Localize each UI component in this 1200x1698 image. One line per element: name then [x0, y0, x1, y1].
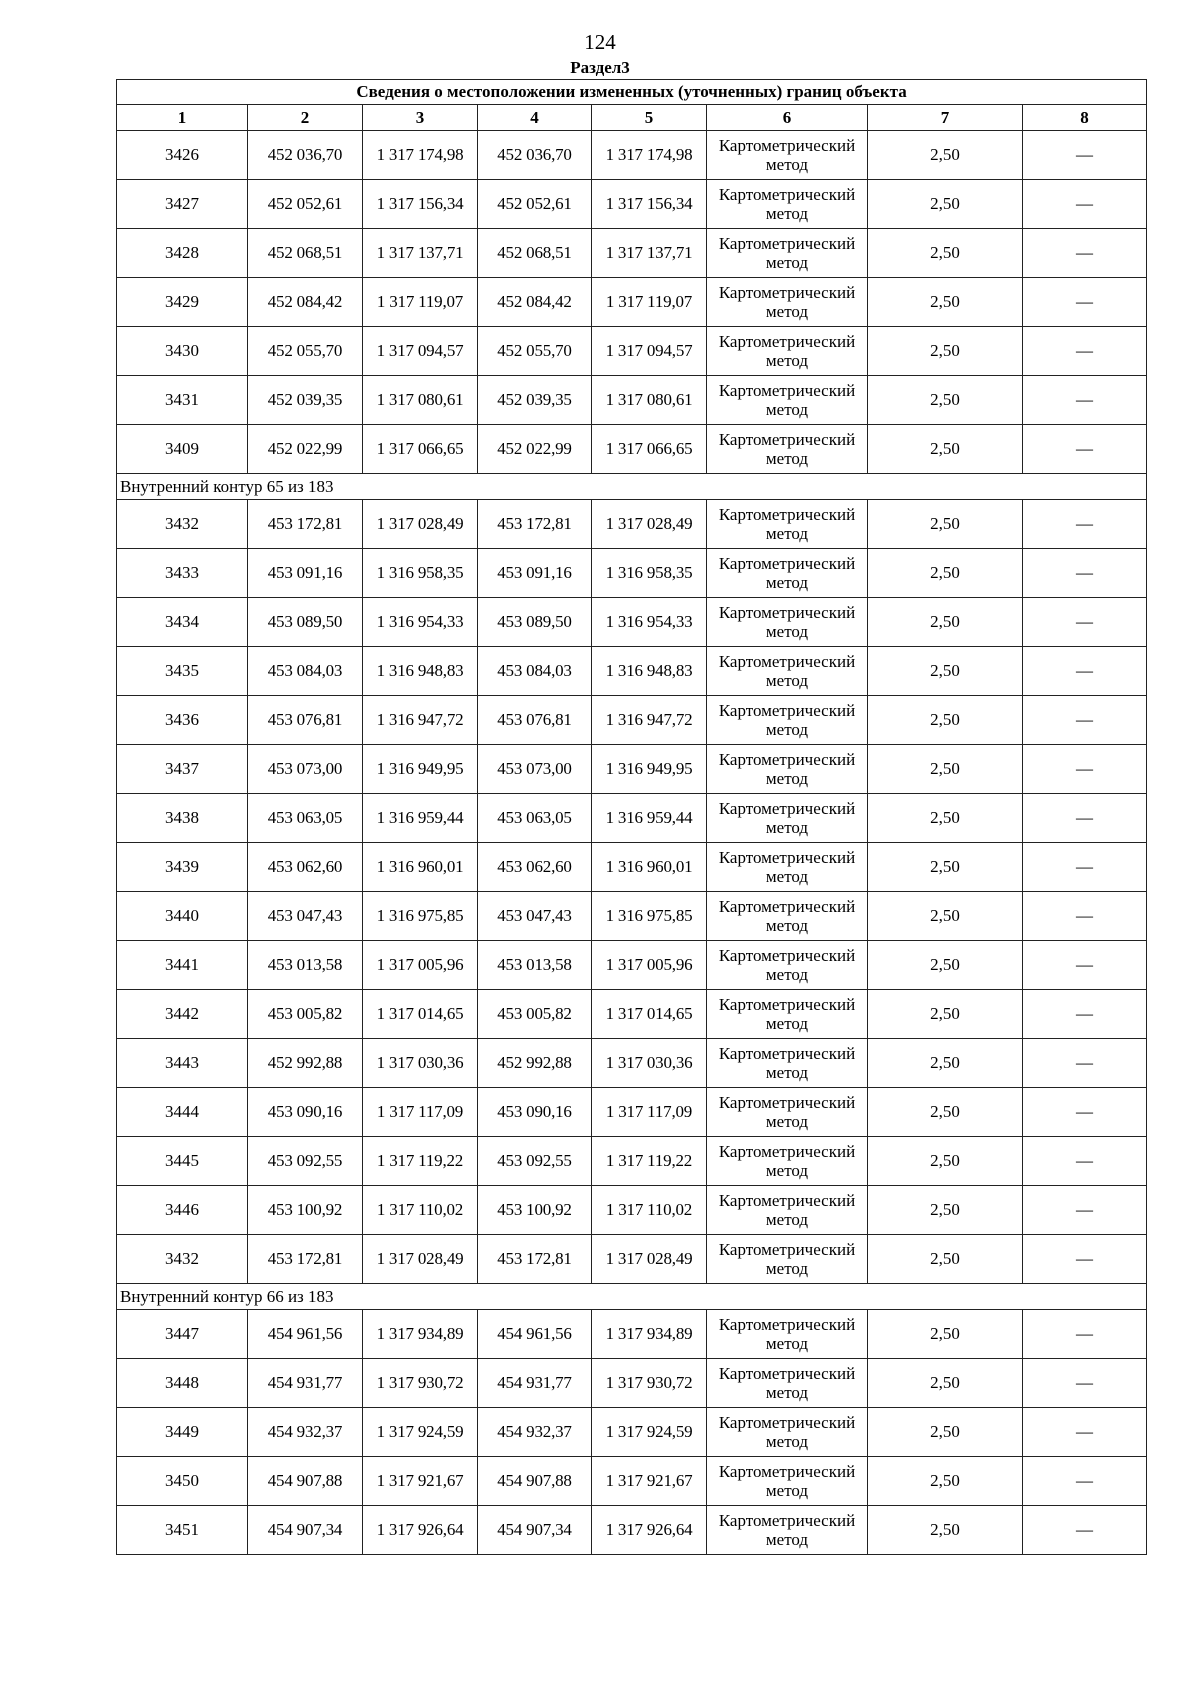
- accuracy-cell: 2,50: [868, 598, 1023, 647]
- method-cell: Картометрический метод: [707, 990, 868, 1039]
- new-x-cell: 453 073,00: [478, 745, 592, 794]
- new-x-cell: 453 092,55: [478, 1137, 592, 1186]
- new-x-cell: 453 063,05: [478, 794, 592, 843]
- existing-y-cell: 1 316 958,35: [363, 549, 478, 598]
- existing-x-cell: 452 022,99: [248, 425, 363, 474]
- note-cell: —: [1023, 1457, 1147, 1506]
- contour-header-row: [117, 474, 1147, 500]
- existing-y-cell: 1 317 094,57: [363, 327, 478, 376]
- existing-y-cell: 1 316 960,01: [363, 843, 478, 892]
- point-number-cell: 3445: [117, 1137, 248, 1186]
- existing-y-cell: 1 317 014,65: [363, 990, 478, 1039]
- accuracy-cell: 2,50: [868, 1137, 1023, 1186]
- note-cell: —: [1023, 425, 1147, 474]
- method-cell: Картометрический метод: [707, 1408, 868, 1457]
- existing-x-cell: 452 036,70: [248, 131, 363, 180]
- point-number-cell: 3437: [117, 745, 248, 794]
- accuracy-cell: 2,50: [868, 843, 1023, 892]
- column-number: 2: [248, 105, 363, 131]
- existing-x-cell: 453 172,81: [248, 1235, 363, 1284]
- accuracy-cell: 2,50: [868, 1039, 1023, 1088]
- new-x-cell: 453 100,92: [478, 1186, 592, 1235]
- new-y-cell: 1 317 926,64: [592, 1506, 707, 1555]
- method-cell: Картометрический метод: [707, 745, 868, 794]
- new-x-cell: 453 062,60: [478, 843, 592, 892]
- new-y-cell: 1 317 117,09: [592, 1088, 707, 1137]
- new-x-cell: 453 076,81: [478, 696, 592, 745]
- contour-label: Внутренний контур 66 из 183: [117, 1284, 1147, 1310]
- point-number-cell: 3427: [117, 180, 248, 229]
- existing-y-cell: 1 317 110,02: [363, 1186, 478, 1235]
- point-number-cell: 3429: [117, 278, 248, 327]
- note-cell: —: [1023, 1039, 1147, 1088]
- table-row: [117, 1506, 1147, 1555]
- column-number: 8: [1023, 105, 1147, 131]
- existing-x-cell: 453 047,43: [248, 892, 363, 941]
- note-cell: —: [1023, 1359, 1147, 1408]
- method-cell: Картометрический метод: [707, 229, 868, 278]
- new-x-cell: 453 090,16: [478, 1088, 592, 1137]
- point-number-cell: 3441: [117, 941, 248, 990]
- accuracy-cell: 2,50: [868, 180, 1023, 229]
- note-cell: —: [1023, 696, 1147, 745]
- method-cell: Картометрический метод: [707, 941, 868, 990]
- new-y-cell: 1 317 137,71: [592, 229, 707, 278]
- accuracy-cell: 2,50: [868, 1359, 1023, 1408]
- column-number-row: [117, 105, 1147, 131]
- method-cell: Картометрический метод: [707, 500, 868, 549]
- accuracy-cell: 2,50: [868, 941, 1023, 990]
- existing-y-cell: 1 317 030,36: [363, 1039, 478, 1088]
- new-y-cell: 1 316 959,44: [592, 794, 707, 843]
- accuracy-cell: 2,50: [868, 549, 1023, 598]
- table-row: [117, 598, 1147, 647]
- note-cell: —: [1023, 180, 1147, 229]
- column-number: 5: [592, 105, 707, 131]
- existing-y-cell: 1 317 921,67: [363, 1457, 478, 1506]
- note-cell: —: [1023, 1235, 1147, 1284]
- table-row: [117, 1186, 1147, 1235]
- existing-y-cell: 1 317 080,61: [363, 376, 478, 425]
- accuracy-cell: 2,50: [868, 1408, 1023, 1457]
- table-row: [117, 1235, 1147, 1284]
- new-x-cell: 454 961,56: [478, 1310, 592, 1359]
- existing-x-cell: 454 907,88: [248, 1457, 363, 1506]
- point-number-cell: 3432: [117, 500, 248, 549]
- note-cell: —: [1023, 229, 1147, 278]
- new-y-cell: 1 317 094,57: [592, 327, 707, 376]
- existing-x-cell: 453 100,92: [248, 1186, 363, 1235]
- point-number-cell: 3439: [117, 843, 248, 892]
- existing-y-cell: 1 317 119,07: [363, 278, 478, 327]
- table-row: [117, 500, 1147, 549]
- point-number-cell: 3434: [117, 598, 248, 647]
- existing-x-cell: 453 172,81: [248, 500, 363, 549]
- note-cell: —: [1023, 598, 1147, 647]
- note-cell: —: [1023, 794, 1147, 843]
- page-number: 124: [584, 30, 616, 54]
- method-cell: Картометрический метод: [707, 1186, 868, 1235]
- new-y-cell: 1 317 005,96: [592, 941, 707, 990]
- table-row: [117, 327, 1147, 376]
- point-number-cell: 3432: [117, 1235, 248, 1284]
- column-number: 3: [363, 105, 478, 131]
- note-cell: —: [1023, 549, 1147, 598]
- accuracy-cell: 2,50: [868, 500, 1023, 549]
- method-cell: Картометрический метод: [707, 647, 868, 696]
- table-row: [117, 425, 1147, 474]
- method-cell: Картометрический метод: [707, 696, 868, 745]
- existing-y-cell: 1 316 959,44: [363, 794, 478, 843]
- accuracy-cell: 2,50: [868, 229, 1023, 278]
- existing-y-cell: 1 317 930,72: [363, 1359, 478, 1408]
- note-cell: —: [1023, 1088, 1147, 1137]
- column-number: 6: [707, 105, 868, 131]
- note-cell: —: [1023, 376, 1147, 425]
- accuracy-cell: 2,50: [868, 647, 1023, 696]
- existing-x-cell: 453 076,81: [248, 696, 363, 745]
- method-cell: Картометрический метод: [707, 327, 868, 376]
- contour-header-row: [117, 1284, 1147, 1310]
- accuracy-cell: 2,50: [868, 425, 1023, 474]
- existing-y-cell: 1 317 117,09: [363, 1088, 478, 1137]
- accuracy-cell: 2,50: [868, 794, 1023, 843]
- table-row: [117, 745, 1147, 794]
- accuracy-cell: 2,50: [868, 990, 1023, 1039]
- existing-y-cell: 1 317 066,65: [363, 425, 478, 474]
- new-y-cell: 1 317 028,49: [592, 1235, 707, 1284]
- method-cell: Картометрический метод: [707, 1506, 868, 1555]
- table-row: [117, 1137, 1147, 1186]
- table-caption: Сведения о местоположении измененных (уточненных) границ объекта: [117, 80, 1147, 105]
- existing-x-cell: 452 992,88: [248, 1039, 363, 1088]
- accuracy-cell: 2,50: [868, 696, 1023, 745]
- existing-x-cell: 453 062,60: [248, 843, 363, 892]
- note-cell: —: [1023, 843, 1147, 892]
- accuracy-cell: 2,50: [868, 1310, 1023, 1359]
- point-number-cell: 3438: [117, 794, 248, 843]
- note-cell: —: [1023, 1506, 1147, 1555]
- new-y-cell: 1 316 954,33: [592, 598, 707, 647]
- note-cell: —: [1023, 941, 1147, 990]
- new-x-cell: 453 013,58: [478, 941, 592, 990]
- table-row: [117, 1310, 1147, 1359]
- new-y-cell: 1 317 119,07: [592, 278, 707, 327]
- point-number-cell: 3431: [117, 376, 248, 425]
- existing-y-cell: 1 317 028,49: [363, 500, 478, 549]
- new-y-cell: 1 317 028,49: [592, 500, 707, 549]
- method-cell: Картометрический метод: [707, 1088, 868, 1137]
- coordinates-table: [116, 79, 1147, 1555]
- new-x-cell: 454 907,34: [478, 1506, 592, 1555]
- method-cell: Картометрический метод: [707, 794, 868, 843]
- note-cell: —: [1023, 1408, 1147, 1457]
- table-row: [117, 180, 1147, 229]
- new-y-cell: 1 317 080,61: [592, 376, 707, 425]
- point-number-cell: 3430: [117, 327, 248, 376]
- accuracy-cell: 2,50: [868, 1186, 1023, 1235]
- new-y-cell: 1 316 975,85: [592, 892, 707, 941]
- existing-x-cell: 453 063,05: [248, 794, 363, 843]
- note-cell: —: [1023, 892, 1147, 941]
- existing-x-cell: 453 005,82: [248, 990, 363, 1039]
- method-cell: Картометрический метод: [707, 598, 868, 647]
- new-x-cell: 454 931,77: [478, 1359, 592, 1408]
- new-x-cell: 454 932,37: [478, 1408, 592, 1457]
- point-number-cell: 3451: [117, 1506, 248, 1555]
- existing-x-cell: 454 907,34: [248, 1506, 363, 1555]
- point-number-cell: 3450: [117, 1457, 248, 1506]
- method-cell: Картометрический метод: [707, 1457, 868, 1506]
- accuracy-cell: 2,50: [868, 892, 1023, 941]
- new-y-cell: 1 317 930,72: [592, 1359, 707, 1408]
- accuracy-cell: 2,50: [868, 1506, 1023, 1555]
- method-cell: Картометрический метод: [707, 843, 868, 892]
- existing-x-cell: 452 055,70: [248, 327, 363, 376]
- existing-y-cell: 1 317 137,71: [363, 229, 478, 278]
- existing-x-cell: 453 090,16: [248, 1088, 363, 1137]
- new-x-cell: 453 172,81: [478, 1235, 592, 1284]
- note-cell: —: [1023, 278, 1147, 327]
- point-number-cell: 3409: [117, 425, 248, 474]
- new-y-cell: 1 316 960,01: [592, 843, 707, 892]
- method-cell: Картометрический метод: [707, 278, 868, 327]
- accuracy-cell: 2,50: [868, 1088, 1023, 1137]
- existing-y-cell: 1 317 028,49: [363, 1235, 478, 1284]
- new-x-cell: 452 022,99: [478, 425, 592, 474]
- note-cell: —: [1023, 1186, 1147, 1235]
- point-number-cell: 3442: [117, 990, 248, 1039]
- new-y-cell: 1 317 156,34: [592, 180, 707, 229]
- existing-y-cell: 1 316 975,85: [363, 892, 478, 941]
- new-x-cell: 452 039,35: [478, 376, 592, 425]
- table-row: [117, 229, 1147, 278]
- existing-y-cell: 1 317 926,64: [363, 1506, 478, 1555]
- method-cell: Картометрический метод: [707, 549, 868, 598]
- new-x-cell: 452 084,42: [478, 278, 592, 327]
- new-x-cell: 453 091,16: [478, 549, 592, 598]
- column-number: 7: [868, 105, 1023, 131]
- point-number-cell: 3444: [117, 1088, 248, 1137]
- note-cell: —: [1023, 1310, 1147, 1359]
- table-row: [117, 892, 1147, 941]
- existing-x-cell: 453 073,00: [248, 745, 363, 794]
- column-number: 1: [117, 105, 248, 131]
- existing-y-cell: 1 317 924,59: [363, 1408, 478, 1457]
- existing-x-cell: 452 052,61: [248, 180, 363, 229]
- new-y-cell: 1 317 924,59: [592, 1408, 707, 1457]
- point-number-cell: 3446: [117, 1186, 248, 1235]
- new-x-cell: 454 907,88: [478, 1457, 592, 1506]
- method-cell: Картометрический метод: [707, 1235, 868, 1284]
- table-row: [117, 696, 1147, 745]
- new-x-cell: 453 172,81: [478, 500, 592, 549]
- point-number-cell: 3448: [117, 1359, 248, 1408]
- point-number-cell: 3449: [117, 1408, 248, 1457]
- table-row: [117, 1359, 1147, 1408]
- method-cell: Картометрический метод: [707, 425, 868, 474]
- existing-y-cell: 1 316 954,33: [363, 598, 478, 647]
- table-row: [117, 990, 1147, 1039]
- new-x-cell: 452 068,51: [478, 229, 592, 278]
- point-number-cell: 3426: [117, 131, 248, 180]
- existing-x-cell: 453 013,58: [248, 941, 363, 990]
- note-cell: —: [1023, 1137, 1147, 1186]
- method-cell: Картометрический метод: [707, 131, 868, 180]
- new-y-cell: 1 317 110,02: [592, 1186, 707, 1235]
- new-x-cell: 452 052,61: [478, 180, 592, 229]
- accuracy-cell: 2,50: [868, 745, 1023, 794]
- point-number-cell: 3428: [117, 229, 248, 278]
- existing-x-cell: 452 068,51: [248, 229, 363, 278]
- point-number-cell: 3440: [117, 892, 248, 941]
- existing-y-cell: 1 317 156,34: [363, 180, 478, 229]
- point-number-cell: 3443: [117, 1039, 248, 1088]
- note-cell: —: [1023, 990, 1147, 1039]
- new-y-cell: 1 317 014,65: [592, 990, 707, 1039]
- accuracy-cell: 2,50: [868, 278, 1023, 327]
- accuracy-cell: 2,50: [868, 1457, 1023, 1506]
- table-row: [117, 1408, 1147, 1457]
- existing-x-cell: 453 089,50: [248, 598, 363, 647]
- table-row: [117, 1088, 1147, 1137]
- existing-y-cell: 1 317 174,98: [363, 131, 478, 180]
- existing-y-cell: 1 316 949,95: [363, 745, 478, 794]
- existing-x-cell: 453 092,55: [248, 1137, 363, 1186]
- note-cell: —: [1023, 745, 1147, 794]
- method-cell: Картометрический метод: [707, 1359, 868, 1408]
- table-row: [117, 278, 1147, 327]
- existing-x-cell: 454 961,56: [248, 1310, 363, 1359]
- new-x-cell: 453 005,82: [478, 990, 592, 1039]
- point-number-cell: 3447: [117, 1310, 248, 1359]
- table-row: [117, 131, 1147, 180]
- accuracy-cell: 2,50: [868, 376, 1023, 425]
- new-y-cell: 1 316 958,35: [592, 549, 707, 598]
- note-cell: —: [1023, 131, 1147, 180]
- note-cell: —: [1023, 647, 1147, 696]
- section-title: Раздел3: [570, 58, 630, 77]
- existing-x-cell: 452 084,42: [248, 278, 363, 327]
- method-cell: Картометрический метод: [707, 376, 868, 425]
- new-y-cell: 1 317 066,65: [592, 425, 707, 474]
- new-x-cell: 453 084,03: [478, 647, 592, 696]
- table-row: [117, 843, 1147, 892]
- new-y-cell: 1 317 030,36: [592, 1039, 707, 1088]
- existing-x-cell: 453 084,03: [248, 647, 363, 696]
- existing-x-cell: 453 091,16: [248, 549, 363, 598]
- new-x-cell: 452 992,88: [478, 1039, 592, 1088]
- table-row: [117, 647, 1147, 696]
- accuracy-cell: 2,50: [868, 131, 1023, 180]
- column-number: 4: [478, 105, 592, 131]
- new-x-cell: 453 089,50: [478, 598, 592, 647]
- new-y-cell: 1 317 921,67: [592, 1457, 707, 1506]
- new-x-cell: 453 047,43: [478, 892, 592, 941]
- existing-x-cell: 452 039,35: [248, 376, 363, 425]
- method-cell: Картометрический метод: [707, 1039, 868, 1088]
- new-x-cell: 452 036,70: [478, 131, 592, 180]
- method-cell: Картометрический метод: [707, 180, 868, 229]
- existing-y-cell: 1 317 119,22: [363, 1137, 478, 1186]
- new-y-cell: 1 316 949,95: [592, 745, 707, 794]
- new-x-cell: 452 055,70: [478, 327, 592, 376]
- table-row: [117, 1039, 1147, 1088]
- existing-y-cell: 1 317 005,96: [363, 941, 478, 990]
- contour-label: Внутренний контур 65 из 183: [117, 474, 1147, 500]
- new-y-cell: 1 316 947,72: [592, 696, 707, 745]
- method-cell: Картометрический метод: [707, 1310, 868, 1359]
- method-cell: Картометрический метод: [707, 892, 868, 941]
- existing-y-cell: 1 317 934,89: [363, 1310, 478, 1359]
- table-body: [117, 80, 1147, 1555]
- note-cell: —: [1023, 327, 1147, 376]
- method-cell: Картометрический метод: [707, 1137, 868, 1186]
- table-row: [117, 549, 1147, 598]
- table-row: [117, 1457, 1147, 1506]
- new-y-cell: 1 317 934,89: [592, 1310, 707, 1359]
- existing-y-cell: 1 316 947,72: [363, 696, 478, 745]
- point-number-cell: 3433: [117, 549, 248, 598]
- table-row: [117, 794, 1147, 843]
- existing-x-cell: 454 931,77: [248, 1359, 363, 1408]
- new-y-cell: 1 317 174,98: [592, 131, 707, 180]
- table-caption-row: [117, 80, 1147, 105]
- point-number-cell: 3435: [117, 647, 248, 696]
- note-cell: —: [1023, 500, 1147, 549]
- table-row: [117, 941, 1147, 990]
- point-number-cell: 3436: [117, 696, 248, 745]
- existing-x-cell: 454 932,37: [248, 1408, 363, 1457]
- accuracy-cell: 2,50: [868, 1235, 1023, 1284]
- existing-y-cell: 1 316 948,83: [363, 647, 478, 696]
- new-y-cell: 1 316 948,83: [592, 647, 707, 696]
- table-row: [117, 376, 1147, 425]
- new-y-cell: 1 317 119,22: [592, 1137, 707, 1186]
- accuracy-cell: 2,50: [868, 327, 1023, 376]
